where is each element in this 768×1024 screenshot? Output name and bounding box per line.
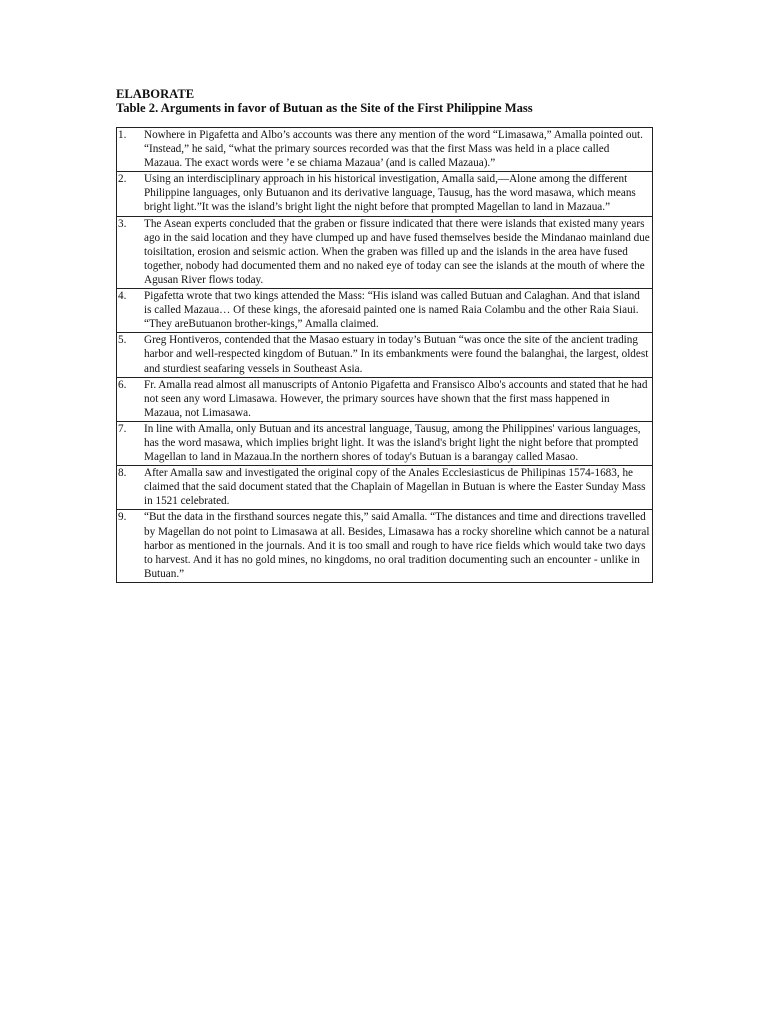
row-number: 2. [117, 172, 145, 216]
table-row [117, 172, 653, 216]
table-row [117, 377, 653, 421]
row-text: Using an interdisciplinary approach in his historical investigation, Amalla said,—Alone among the different Philippine languages, only Butuanon and its derivative language, Tausug, has the word masawa, which means bright light.”It was the island’s bright light the night before that prompted Magellan to land in Mazaua.” [144, 172, 653, 216]
arguments-table [116, 127, 653, 583]
row-text: In line with Amalla, only Butuan and its ancestral language, Tausug, among the Philippines' various languages, has the word masawa, which implies bright light. It was the island's bright light the night before that prompted Magellan to land in Mazaua.In the northern shores of today's Butuan is a barangay called Masao. [144, 421, 653, 465]
table-row [117, 333, 653, 377]
row-text: The Asean experts concluded that the graben or fissure indicated that there were islands that existed many years ago in the said location and they have clumped up and have fused themselves beside the Mindanao mainland due toisiltation, erosion and seismic action. When the graben was filled up and the islands in the area have fused together, nobody had documented them and no naked eye of today can see the islands at the mouth of where the Agusan River flows today. [144, 216, 653, 288]
row-text: Pigafetta wrote that two kings attended the Mass: “His island was called Butuan and Calaghan. And that island is called Mazaua… Of these kings, the aforesaid painted one is named Raia Colambu and the other Raia Siaui. “They areButuanon brother-kings,” Amalla claimed. [144, 289, 653, 333]
row-number: 8. [117, 466, 145, 510]
table-row [117, 289, 653, 333]
table-row [117, 421, 653, 465]
section-heading: ELABORATE [116, 87, 195, 101]
row-number: 4. [117, 289, 145, 333]
row-text: “But the data in the firsthand sources negate this,” said Amalla. “The distances and time and directions travelled by Magellan do not point to Limasawa at all. Besides, Limasawa has a rocky shoreline which cannot be a natural harbor as mentioned in the journals. And it is too small and rough to have rice fields which would take two days to harvest. And it has no gold mines, no kingdoms, no oral tradition documenting such an encounter - unlike in Butuan.” [144, 510, 653, 582]
row-number: 6. [117, 377, 145, 421]
row-number: 5. [117, 333, 145, 377]
table-row [117, 128, 653, 172]
table-caption: Table 2. Arguments in favor of Butuan as the Site of the First Philippine Mass [116, 101, 533, 115]
table-row [117, 216, 653, 288]
row-number: 3. [117, 216, 145, 288]
table-row [117, 510, 653, 582]
row-text: Nowhere in Pigafetta and Albo’s accounts was there any mention of the word “Limasawa,” Amalla pointed out. “Instead,” he said, “what the primary sources recorded was that the first Mass was held in a place called Mazaua. The exact words were ’e se chiama Mazaua’ (and is called Mazaua).” [144, 128, 653, 172]
row-text: Fr. Amalla read almost all manuscripts of Antonio Pigafetta and Fransisco Albo's accounts and stated that he had not seen any word Limasawa. However, the primary sources have shown that the first mass happened in Mazaua, not Limasawa. [144, 377, 653, 421]
row-text: After Amalla saw and investigated the original copy of the Anales Ecclesiasticus de Philipinas 1574-1683, he claimed that the said document stated that the Chaplain of Magellan in Butuan is where the Easter Sunday Mass in 1521 celebrated. [144, 466, 653, 510]
row-number: 1. [117, 128, 145, 172]
row-text: Greg Hontiveros, contended that the Masao estuary in today’s Butuan “was once the site of the ancient trading harbor and well-respected kingdom of Butuan.” In its embankments were found the balanghai, the largest, oldest and sturdiest seafaring vessels in Southeast Asia. [144, 333, 653, 377]
table-row [117, 466, 653, 510]
row-number: 9. [117, 510, 145, 582]
row-number: 7. [117, 421, 145, 465]
